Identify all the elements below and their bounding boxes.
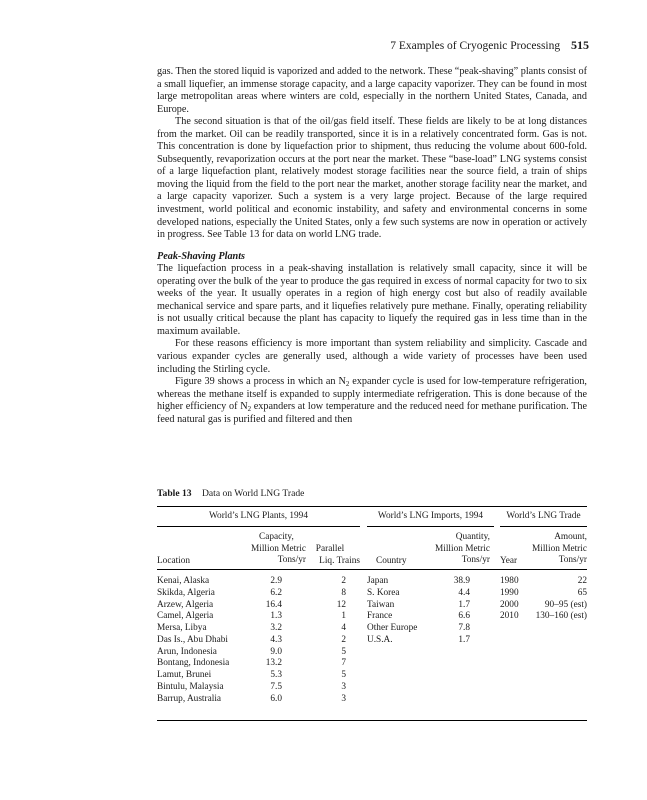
col-header-line: Quantity, [455, 532, 490, 542]
cell-trains: 2 [341, 576, 346, 586]
col-header-location: Location [157, 556, 191, 566]
cell-location: Arun, Indonesia [157, 646, 217, 657]
col-header-quantity [410, 532, 490, 567]
cell-quantity: 1.7 [458, 634, 470, 645]
cell-country: France [367, 611, 393, 622]
paragraph: For these reasons efficiency is more important than system reliability and simplicity. Cascade and various expander cycles are generally used, although a wide variety of processes have been used including the Stirling cycle. [157, 338, 587, 375]
cell-trains: 3 [341, 693, 346, 704]
cell-amount: 90–95 (est) [544, 599, 587, 610]
cell-capacity: 6.0 [270, 693, 282, 704]
running-header [390, 38, 589, 53]
col-header-line: Amount, [554, 532, 587, 542]
cell-location: Skikda, Algeria [157, 587, 215, 598]
cell-location: Das Is., Abu Dhabi [157, 634, 229, 645]
paragraph-text: expander cycle is used for low-temperature refrigeration, whereas the methane itself is expanded to supply intermediate refrigeration. This is done because of the higher efficiency of N [157, 376, 587, 413]
cell-quantity: 38.9 [453, 576, 470, 586]
cell-capacity: 6.2 [270, 587, 282, 598]
table-title: Data on World LNG Trade [201, 488, 305, 499]
col-header-capacity [226, 532, 306, 567]
table-caption [157, 488, 304, 499]
cell-country: S. Korea [367, 587, 400, 598]
cell-location: Barrup, Australia [157, 693, 222, 704]
cell-capacity: 13.2 [265, 658, 282, 669]
cell-quantity: 7.8 [458, 623, 470, 633]
col-header-line: Tons/yr [558, 555, 587, 566]
col-header-line: Million Metric [250, 543, 306, 554]
cell-quantity: 1.7 [458, 599, 470, 610]
cell-quantity: 6.6 [458, 611, 470, 622]
col-header-line: Million Metric [531, 543, 587, 554]
group-header-imports: World’s LNG Imports, 1994 [377, 511, 484, 521]
cell-country: U.S.A. [367, 634, 393, 645]
cell-country: Japan [367, 576, 389, 586]
cell-capacity: 2.9 [270, 576, 282, 586]
group-rule-trade [500, 526, 587, 527]
col-header-country: Country [376, 556, 407, 566]
paragraph-text: expanders at low temperature and the reduced need for methane purification. The feed natural gas is purified and filtered and then [157, 401, 587, 425]
cell-trains: 7 [341, 658, 346, 669]
paragraph: The second situation is that of the oil/gas field itself. These fields are likely to be at long distances from the market. Oil can be readily transported, since it is in a relatively concentrated form. Gas is not. This concentration is done by liquefaction prior to shipment, thus reducing the volume about 600-fold. Subsequently, revaporization occurs at the port near the market. These “base-load” LNG systems consist of a large liquefaction plant, relatively modest storage facilities near the source field, a train of ships moving the liquid from the field to the port near the market, another storage facility near the market, and a large capacity vaporizer. Such a system is a very large project. Because of the large required investment, world political and economic instability, and safety and environmental concerns in some developed nations, especially the United States, only a few such systems are now in operation or actively in progress. See Table 13 for data on world LNG trade. [157, 116, 587, 241]
cell-amount: 65 [577, 587, 587, 598]
col-header-line: Capacity, [259, 532, 294, 542]
cell-year: 2000 [500, 599, 519, 610]
col-header-line: Parallel [315, 544, 345, 554]
section-heading: Peak-Shaving Plants [157, 250, 246, 262]
table-label: Table 13 [157, 488, 192, 499]
cell-location: Lamut, Brunei [157, 670, 212, 680]
cell-location: Bintulu, Malaysia [157, 681, 224, 692]
cell-capacity: 1.3 [270, 611, 282, 622]
cell-location: Kenai, Alaska [157, 576, 210, 586]
cell-trains: 12 [336, 599, 346, 610]
cell-trains: 5 [341, 646, 346, 657]
col-header-line: Million Metric [434, 543, 490, 554]
paragraph [157, 376, 587, 426]
cell-country: Taiwan [367, 599, 395, 610]
col-header-trains [300, 544, 360, 567]
cell-year: 1980 [500, 576, 519, 586]
cell-year: 2010 [500, 611, 519, 622]
cell-trains: 5 [341, 670, 346, 680]
chapter-title: 7 Examples of Cryogenic Processing [390, 40, 561, 52]
cell-quantity: 4.4 [458, 587, 470, 598]
col-header-line: Liq. Trains [319, 555, 360, 566]
paragraph-text: Figure 39 shows a process in which an N [175, 376, 346, 388]
page-number: 515 [571, 38, 589, 52]
body-text [157, 66, 587, 426]
col-header-line: Tons/yr [461, 555, 490, 566]
col-header-line: Tons/yr [277, 555, 306, 566]
cell-location: Arzew, Algeria [157, 599, 214, 610]
group-header-plants: World’s LNG Plants, 1994 [209, 511, 308, 521]
cell-trains: 3 [341, 681, 346, 692]
cell-location: Mersa, Libya [157, 623, 207, 633]
cell-trains: 1 [341, 611, 346, 622]
cell-trains: 4 [341, 623, 346, 633]
group-rule-plants [157, 526, 360, 527]
subscript: 2 [247, 405, 252, 414]
cell-capacity: 9.0 [270, 646, 282, 657]
cell-location: Bontang, Indonesia [157, 658, 230, 669]
cell-capacity: 5.3 [270, 670, 282, 680]
cell-capacity: 7.5 [270, 681, 282, 692]
table-top-rule [157, 506, 587, 507]
cell-trains: 2 [341, 634, 346, 645]
cell-capacity: 16.4 [265, 599, 282, 610]
table-bottom-rule [157, 720, 587, 721]
col-header-amount [507, 532, 587, 567]
header-bottom-rule [157, 569, 587, 570]
cell-amount: 22 [577, 576, 587, 586]
cell-trains: 8 [341, 587, 346, 598]
cell-year: 1990 [500, 587, 519, 598]
paragraph: The liquefaction process in a peak-shaving installation is relatively small capacity, since it will be operating over the bulk of the year to produce the gas required in excess of normal capacity for two to six weeks of the year. It usually operates in a region of high energy cost but also of readily available mechanical service and spare parts, and it liquefies relatively pure methane. Finally, operating reliability is not usually critical because the plant has capacity to liquefy the required gas in less time than in the maximum available. [157, 263, 587, 337]
cell-country: Other Europe [367, 623, 418, 633]
cell-location: Camel, Algeria [157, 611, 214, 622]
cell-capacity: 3.2 [270, 623, 282, 633]
col-header-year: Year [500, 556, 518, 566]
cell-amount: 130–160 (est) [535, 611, 587, 622]
paragraph: gas. Then the stored liquid is vaporized and added to the network. These “peak-shaving” plants consist of a small liquefier, an immense storage capacity, and a large capacity vaporizer. They can be found in most large metropolitan areas where winters are cold, especially in the northern United States, Canada, and Europe. [157, 66, 587, 115]
group-rule-imports [367, 526, 494, 527]
subscript: 2 [345, 380, 350, 389]
cell-capacity: 4.3 [270, 634, 282, 645]
group-header-trade: World’s LNG Trade [506, 511, 581, 521]
